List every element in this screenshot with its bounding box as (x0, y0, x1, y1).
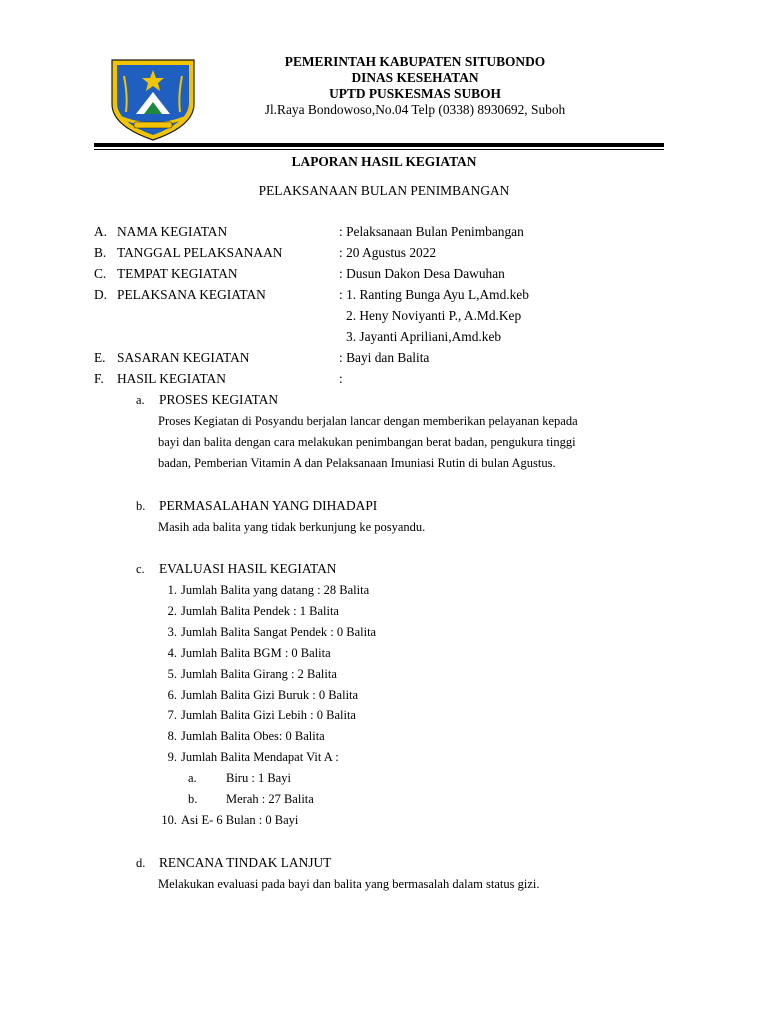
field-a-label: NAMA KEGIATAN (117, 224, 228, 239)
field-e-letter: E. (94, 350, 106, 365)
eval-item-num: 5. (167, 667, 177, 681)
section-a-marker: a. (136, 393, 145, 407)
eval-item-text: Jumlah Balita Sangat Pendek : 0 Balita (181, 625, 377, 639)
eval-item-text: Asi E- 6 Bulan : 0 Bayi (181, 813, 299, 827)
section-d-line: Melakukan evaluasi pada bayi dan balita yang bermasalah dalam status gizi. (158, 877, 540, 891)
section-a-heading: PROSES KEGIATAN (159, 392, 279, 407)
section-d-marker: d. (136, 856, 146, 870)
field-d-label: PELAKSANA KEGIATAN (117, 287, 266, 302)
eval-item-num: 6. (167, 688, 177, 702)
eval-item-num: 7. (167, 708, 177, 722)
section-c-marker: c. (136, 562, 145, 576)
eval-item-num: 3. (167, 625, 177, 639)
section-b-marker: b. (136, 499, 146, 513)
eval-item-num: 9. (167, 750, 177, 764)
field-f-value: : (339, 371, 343, 386)
field-b-letter: B. (94, 245, 107, 260)
field-e-label: SASARAN KEGIATAN (117, 350, 250, 365)
letterhead-address: Jl.Raya Bondowoso,No.04 Telp (0338) 8930692, Suboh (264, 102, 566, 117)
section-c-heading: EVALUASI HASIL KEGIATAN (159, 561, 337, 576)
eval-item-text: Jumlah Balita yang datang : 28 Balita (181, 583, 370, 597)
eval-item-text: Jumlah Balita Pendek : 1 Balita (181, 604, 339, 618)
section-a-line: badan, Pemberian Vitamin A dan Pelaksanaan Imuniasi Rutin di bulan Agustus. (158, 456, 556, 470)
eval-item-text: Jumlah Balita Obes: 0 Balita (181, 729, 325, 743)
eval-item-num: 4. (167, 646, 177, 660)
field-e-value: : Bayi dan Balita (339, 350, 430, 365)
letterhead-government: PEMERINTAH KABUPATEN SITUBONDO (284, 54, 546, 69)
field-c-label: TEMPAT KEGIATAN (117, 266, 238, 281)
letterhead-puskesmas: UPTD PUSKESMAS SUBOH (329, 86, 501, 101)
eval-item-num: 2. (167, 604, 177, 618)
field-b-label: TANGGAL PELAKSANAAN (117, 245, 283, 260)
section-b-line: Masih ada balita yang tidak berkunjung ke posyandu. (158, 520, 426, 534)
eval-item-text: Jumlah Balita Gizi Lebih : 0 Balita (181, 708, 356, 722)
field-f-label: HASIL KEGIATAN (117, 371, 226, 386)
section-a-line: bayi dan balita dengan cara melakukan penimbangan berat badan, pengukura tinggi (158, 435, 576, 449)
vit-a-marker: b. (188, 792, 198, 806)
field-f-letter: F. (94, 371, 104, 386)
eval-item-num: 1. (167, 583, 177, 597)
field-d-value: : 1. Ranting Bunga Ayu L,Amd.keb (339, 287, 529, 302)
vit-a-text: Merah : 27 Balita (226, 792, 314, 806)
vit-a-text: Biru : 1 Bayi (226, 771, 291, 785)
letterhead-rule-thin (94, 149, 664, 150)
eval-item-text: Jumlah Balita BGM : 0 Balita (181, 646, 331, 660)
letterhead-department: DINAS KESEHATAN (351, 70, 479, 85)
report-subtitle: PELAKSANAAN BULAN PENIMBANGAN (258, 183, 510, 198)
field-a-value: : Pelaksanaan Bulan Penimbangan (339, 224, 524, 239)
pelaksana-3: 3. Jayanti Apriliani,Amd.keb (346, 329, 502, 344)
eval-item-text: Jumlah Balita Girang : 2 Balita (181, 667, 337, 681)
field-d-letter: D. (94, 287, 108, 302)
report-title: LAPORAN HASIL KEGIATAN (291, 154, 477, 169)
letterhead-rule-thick (94, 143, 664, 147)
eval-item-num: 10. (161, 813, 177, 827)
section-a-line: Proses Kegiatan di Posyandu berjalan lancar dengan memberikan pelayanan kepada (158, 414, 578, 428)
field-a-letter: A. (94, 224, 108, 239)
vit-a-marker: a. (188, 771, 197, 785)
eval-item-num: 8. (167, 729, 177, 743)
field-c-letter: C. (94, 266, 107, 281)
field-c-value: : Dusun Dakon Desa Dawuhan (339, 266, 505, 281)
field-b-value: : 20 Agustus 2022 (339, 245, 437, 260)
eval-item-text: Jumlah Balita Mendapat Vit A : (181, 750, 339, 764)
section-d-heading: RENCANA TINDAK LANJUT (159, 855, 332, 870)
eval-item-text: Jumlah Balita Gizi Buruk : 0 Balita (181, 688, 359, 702)
pelaksana-2: 2. Heny Noviyanti P., A.Md.Kep (346, 308, 522, 323)
section-b-heading: PERMASALAHAN YANG DIHADAPI (159, 498, 378, 513)
